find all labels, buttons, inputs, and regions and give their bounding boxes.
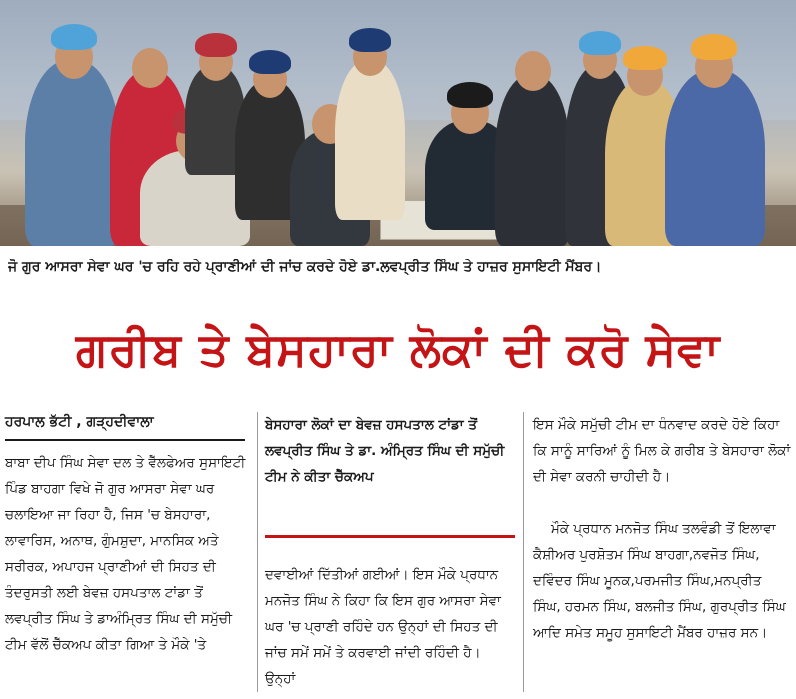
group-photo: [0, 0, 796, 246]
highlight-box: ਬੇਸਹਾਰਾ ਲੋਕਾਂ ਦਾ ਬੇਵਜ਼ ਹਸਪਤਾਲ ਟਾਂਡਾ ਤੋਂ ਲਵਪ੍ਰੀਤ ਸਿੰਘ ਤੇ ਡਾ. ਅੰਮ੍ਰਿਤ ਸਿੰਘ ਦੀ ਸਮੁੱਚੀ ਟੀਮ ਨੇ ਕੀਤਾ ਚੈੱਕਅਪ: [265, 417, 505, 485]
byline: ਹਰਪਾਲ ਭੱਟੀ , ਗੜ੍ਹਦੀਵਾਲਾ: [5, 414, 154, 430]
article-text: ਦਵਾਈਆਂ ਦਿੱਤੀਆਂ ਗਈਆਂ। ਇਸ ਮੌਕੇ ਪ੍ਰਧਾਨ ਮਨਜੋਤ ਸਿੰਘ ਨੇ ਕਿਹਾ ਕਿ ਇਸ ਗੁਰ ਆਸਰਾ ਸੇਵਾ ਘਰ 'ਚ ਪ੍ਰਾਣੀ ਰਹਿੰਦੇ ਹਨ ਉਨ੍ਹਾਂ ਦੀ ਸਿਹਤ ਦੀ ਜਾਂਚ ਸਮੇਂ ਸਮੇਂ ਤੇ ਕਰਵਾਈ ਜਾਂਦੀ ਰਹਿੰਦੀ ਹੈ। ਉਨ੍ਹਾਂ: [265, 567, 501, 687]
photo-person: [335, 60, 405, 220]
article-text: ਇਸ ਮੌਕੇ ਸਮੁੱਚੀ ਟੀਮ ਦਾ ਧੰਨਵਾਦ ਕਰਦੇ ਹੋਏ ਕਿਹਾ ਕਿ ਸਾਨੂੰ ਸਾਰਿਆਂ ਨੂੰ ਮਿਲ ਕੇ ਗਰੀਬ ਤੇ ਬੇਸਹਾਰਾ ਲੋਕਾਂ ਦੀ ਸੇਵਾ ਕਰਨੀ ਚਾਹੀਦੀ ਹੈ।: [533, 417, 791, 485]
photo-person: [25, 60, 120, 246]
column-divider: [257, 412, 258, 692]
article-text: ਮੌਕੇ ਪ੍ਰਧਾਨ ਮਨਜੋਤ ਸਿੰਘ ਤਲਵੰਡੀ ਤੋਂ ਇਲਾਵਾ ਕੈਸ਼ੀਅਰ ਪੁਰਸ਼ੋਤਮ ਸਿੰਘ ਬਾਹਗਾ,ਨਵਜੋਤ ਸਿੰਘ, ਦਵਿੰਦਰ ਸਿੰਘ ਮੂਨਕ,ਪਰਮਜੀਤ ਸਿੰਘ,ਮਨਪ੍ਰੀਤ ਸਿੰਘ, ਹਰਮਨ ਸਿੰਘ, ਬਲਜੀਤ ਸਿੰਘ, ਗੁਰਪ੍ਰੀਤ ਸਿੰਘ ਆਦਿ ਸਮੇਤ ਸਮੂਹ ਸੁਸਾਇਟੀ ਮੈਂਬਰ ਹਾਜ਼ਰ ਸਨ।: [533, 521, 786, 641]
photo-person: [665, 70, 765, 246]
byline-rule: [5, 439, 245, 441]
article-column-3: [533, 516, 791, 646]
article-column-2: [265, 562, 510, 692]
photo-person: [495, 75, 570, 246]
article-column-3-top: [533, 412, 791, 490]
article-text: ਬਾਬਾ ਦੀਪ ਸਿੰਘ ਸੇਵਾ ਦਲ ਤੇ ਵੈੱਲਫੇਅਰ ਸੁਸਾਇਟੀ ਪਿੰਡ ਬਾਹਗਾ ਵਿਖੇ ਜੋ ਗੁਰ ਆਸਰਾ ਸੇਵਾ ਘਰ ਚਲਾਇਆ ਜਾ ਰਿਹਾ ਹੈ, ਜਿਸ 'ਚ ਬੇਸਹਾਰਾ, ਲਾਵਾਰਿਸ, ਅਨਾਥ, ਗੁੰਮਸ਼ੁਦਾ, ਮਾਨਸਿਕ ਅਤੇ ਸਰੀਰਕ, ਅਪਾਹਜ ਪ੍ਰਾਣੀਆਂ ਦੀ ਸਿਹਤ ਦੀ ਤੰਦਰੁਸਤੀ ਲਈ ਬੇਵਜ਼ ਹਸਪਤਾਲ ਟਾਂਡਾ ਤੋਂ ਲਵਪ੍ਰੀਤ ਸਿੰਘ ਤੇ ਡਾਅੰਮ੍ਰਿਤ ਸਿੰਘ ਦੀ ਸਮੁੱਚੀ ਟੀਮ ਵੱਲੋਂ ਚੈੱਕਅਪ ਕੀਤਾ ਗਿਆ ਤੇ ਮੌਕੇ 'ਤੇ: [5, 455, 246, 653]
article-column-1: [5, 450, 250, 658]
photo-caption: ਜੋ ਗੁਰ ਆਸਰਾ ਸੇਵਾ ਘਰ 'ਚ ਰਹਿ ਰਹੇ ਪ੍ਰਾਣੀਆਂ ਦੀ ਜਾਂਚ ਕਰਦੇ ਹੋਏ ਡਾ.ਲਵਪ੍ਰੀਤ ਸਿੰਘ ਤੇ ਹਾਜ਼ਰ ਸੁਸਾਇਟੀ ਮੈਂਬਰ।: [8, 259, 602, 275]
headline: ਗਰੀਬ ਤੇ ਬੇਸਹਾਰਾ ਲੋਕਾਂ ਦੀ ਕਰੋ ਸੇਵਾ: [75, 322, 721, 376]
highlight-rule: [265, 535, 515, 538]
column-divider: [523, 412, 524, 692]
